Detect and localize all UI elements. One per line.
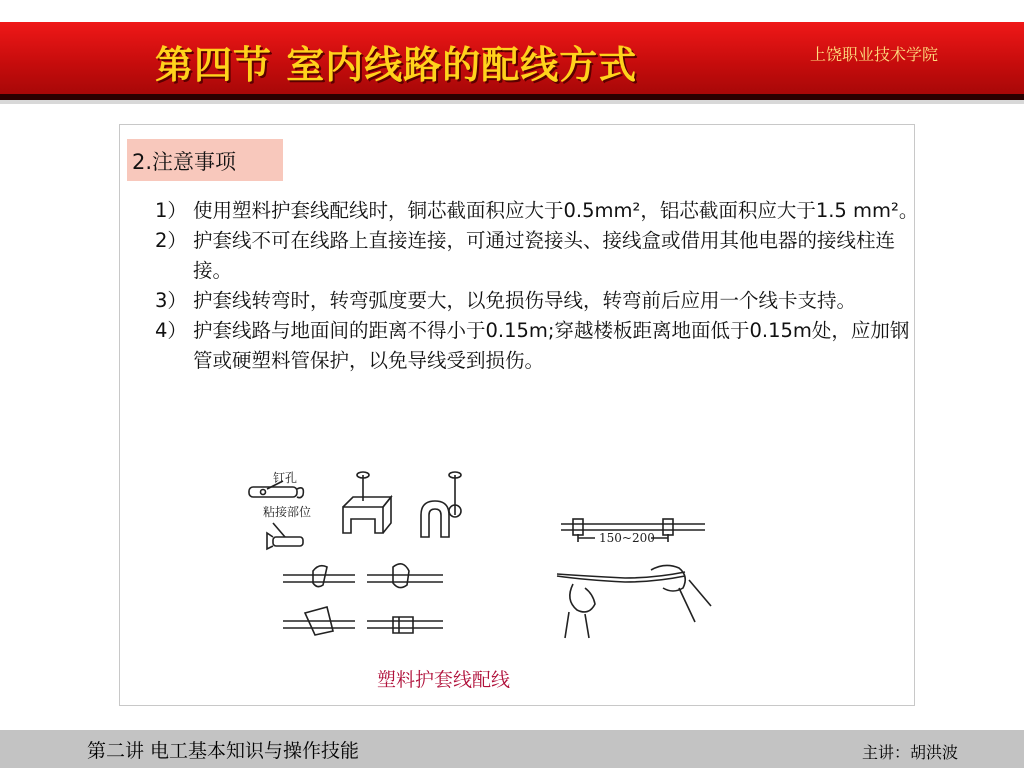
label-spacing: 150~200: [599, 531, 655, 545]
item-number: 2）: [155, 229, 187, 252]
course-title: 第二讲 电工基本知识与操作技能: [87, 740, 360, 762]
wire-laying-illustration: [555, 472, 715, 644]
item-text: 护套线不可在线路上直接连接，可通过瓷接头、接线盒或借用其他电器的接线柱连接。: [193, 229, 896, 282]
item-number: 3）: [155, 289, 187, 312]
slide-title: 第四节 室内线路的配线方式: [155, 43, 638, 87]
section-heading-text: 2.注意事项: [132, 150, 237, 174]
item-text: 使用塑料护套线配线时，铜芯截面积应大于0.5mm²，铝芯截面积应大于1.5 mm²。: [193, 199, 919, 222]
section-heading: [127, 139, 283, 181]
label-nail-hole: 钉孔: [273, 471, 298, 485]
list-item: [155, 316, 920, 376]
title-bar-shadow: [0, 100, 1024, 104]
list-item: [155, 226, 920, 286]
item-text: 护套线路与地面间的距离不得小于0.15m;穿越楼板距离地面低于0.15m处，应加钢管或硬塑料管保护，以免导线受到损伤。: [193, 319, 910, 372]
item-number: 4）: [155, 319, 187, 342]
item-number: 1）: [155, 199, 187, 222]
figure-caption: 塑料护套线配线: [377, 669, 511, 691]
list-item: [155, 196, 920, 226]
school-name: 上饶职业技术学院: [810, 45, 939, 64]
item-text: 护套线转弯时，转弯弧度要大，以免损伤导线，转弯前后应用一个线卡支持。: [193, 289, 857, 312]
label-glue-area: 粘接部位: [263, 505, 312, 519]
lecturer-name: 主讲：胡洪波: [862, 743, 959, 762]
notes-list: [155, 196, 920, 376]
cable-clip-illustration: [243, 467, 473, 645]
list-item: [155, 286, 920, 316]
